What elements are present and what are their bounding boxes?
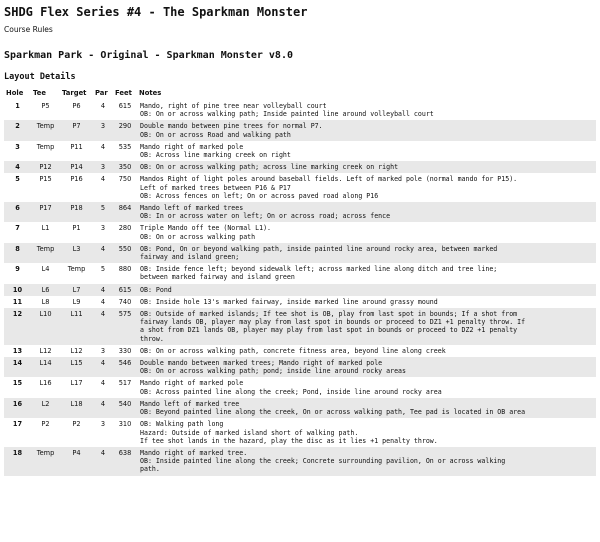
cell-hole: 3 (15, 142, 20, 151)
cell-feet: 280 (118, 224, 132, 233)
cell-target: Temp (67, 265, 86, 274)
cell-notes: OB: Inside hole 13's marked fairway, inside marked line around grassy mound (140, 297, 438, 306)
cell-feet: 880 (118, 265, 132, 274)
table-body (4, 100, 596, 476)
table-row (4, 377, 596, 397)
layout-table (4, 87, 596, 476)
cell-notes: OB: Inside fence left; beyond sidewalk left; across marked line along ditch and tree line; between marked fairway and island green (140, 265, 498, 282)
cell-target: P1 (72, 224, 81, 233)
cell-par: 4 (100, 175, 106, 184)
cell-notes: OB: Pond (137, 284, 596, 296)
cell-tee: L6 (31, 284, 60, 296)
table-row (4, 398, 596, 418)
cell-feet: 517 (118, 379, 132, 388)
cell-hole: 14 (4, 357, 31, 377)
cell-target: P6 (72, 102, 81, 110)
table-row (4, 345, 596, 357)
table-row (4, 161, 596, 173)
cell-par: 4 (93, 308, 113, 345)
table-row (4, 100, 596, 120)
col-header-notes: Notes (139, 89, 162, 97)
cell-tee: L2 (31, 398, 60, 418)
cell-tee: Temp (31, 243, 60, 263)
cell-tee: P15 (39, 175, 52, 184)
cell-hole: 1 (15, 102, 20, 110)
cell-par: 4 (100, 142, 106, 151)
cell-target: P2 (72, 420, 81, 429)
cell-tee: L12 (39, 346, 52, 355)
cell-par: 4 (100, 102, 106, 110)
cell-par: 4 (100, 379, 106, 388)
page-title: SHDG Flex Series #4 - The Sparkman Monster (4, 5, 308, 19)
cell-target: L11 (60, 308, 93, 345)
cell-feet: 310 (118, 420, 132, 429)
cell-target: L9 (72, 297, 81, 306)
cell-tee: L16 (39, 379, 52, 388)
table-row (4, 357, 596, 377)
cell-target: P18 (60, 202, 93, 222)
cell-hole: 10 (4, 284, 31, 296)
cell-hole: 13 (12, 346, 23, 355)
cell-target: L15 (60, 357, 93, 377)
cell-tee: P17 (31, 202, 60, 222)
cell-par: 4 (93, 357, 113, 377)
table-row (4, 284, 596, 296)
cell-notes: Mando left of marked tree OB: Beyond painted line along the creek, On or across walking path, Tee pad is located in OB area (137, 398, 596, 418)
cell-notes: Mando right of marked pole OB: Across painted line along the creek; Pond, inside line around rocky area (140, 379, 442, 396)
table-row (4, 447, 596, 476)
cell-feet: 546 (113, 357, 137, 377)
cell-target: L17 (70, 379, 83, 388)
cell-hole: 5 (15, 175, 20, 184)
cell-feet: 540 (113, 398, 137, 418)
table-row (4, 263, 596, 283)
table-header-row (4, 87, 596, 100)
cell-tee: L8 (41, 297, 50, 306)
table-row (4, 243, 596, 263)
cell-target: P16 (70, 175, 83, 184)
col-header-par: Par (95, 89, 108, 97)
cell-notes: OB: Walking path long Hazard: Outside of marked island short of walking path. If tee shot lands in the hazard, play the disc as it lies +1 penalty throw. (140, 420, 438, 445)
cell-target: P14 (60, 161, 93, 173)
cell-target: P11 (70, 142, 83, 151)
cell-target: L18 (60, 398, 93, 418)
cell-par: 4 (93, 284, 113, 296)
cell-par: 4 (100, 297, 106, 306)
table-row (4, 308, 596, 345)
col-header-hole: Hole (6, 89, 24, 97)
cell-target: P4 (60, 447, 93, 476)
table-row (4, 222, 596, 242)
cell-feet: 535 (118, 142, 132, 151)
cell-par: 3 (100, 420, 106, 429)
cell-hole: 15 (12, 379, 23, 388)
cell-par: 5 (100, 265, 106, 274)
cell-tee: Temp (36, 142, 55, 151)
page-subtitle: Course Rules (4, 25, 53, 34)
cell-target: L3 (60, 243, 93, 263)
cell-hole: 12 (4, 308, 31, 345)
cell-feet: 864 (113, 202, 137, 222)
cell-notes: OB: On or across walking path; across line marking creek on right (137, 161, 596, 173)
cell-target: P7 (60, 120, 93, 140)
cell-par: 3 (93, 120, 113, 140)
table-row (4, 120, 596, 140)
cell-par: 3 (93, 161, 113, 173)
cell-par: 4 (93, 447, 113, 476)
table-row (4, 418, 596, 447)
cell-par: 3 (100, 346, 106, 355)
cell-feet: 638 (113, 447, 137, 476)
table-row (4, 202, 596, 222)
cell-tee: P12 (31, 161, 60, 173)
cell-notes: OB: On or across walking path, concrete fitness area, beyond line along creek (140, 346, 446, 355)
course-heading: Sparkman Park - Original - Sparkman Monster v8.0 (4, 50, 293, 61)
cell-feet: 330 (118, 346, 132, 355)
cell-tee: L14 (31, 357, 60, 377)
cell-feet: 550 (113, 243, 137, 263)
cell-feet: 615 (118, 102, 132, 110)
table-row (4, 296, 596, 308)
cell-hole: 16 (4, 398, 31, 418)
cell-par: 5 (93, 202, 113, 222)
cell-hole: 6 (4, 202, 31, 222)
table-row (4, 141, 596, 161)
cell-hole: 2 (4, 120, 31, 140)
cell-hole: 17 (12, 420, 23, 429)
cell-feet: 575 (113, 308, 137, 345)
cell-feet: 740 (118, 297, 132, 306)
cell-notes: OB: Outside of marked islands; If tee shot is OB, play from last spot in bounds; If a shot from fairway lands OB, player may play from last spot in bounds or proceed to DZ1 +1 penalty throw. If a shot from DZ1 lands OB, player may play from last spot in bounds or proceed to DZ2 +1 penalty throw. (137, 308, 596, 345)
cell-feet: 615 (113, 284, 137, 296)
cell-par: 4 (93, 398, 113, 418)
cell-tee: P5 (41, 102, 50, 110)
cell-notes: Triple Mando off tee (Normal L1). OB: On or across walking path (140, 224, 272, 241)
cell-target: L7 (60, 284, 93, 296)
cell-par: 3 (100, 224, 106, 233)
col-header-target: Target (62, 89, 87, 97)
col-header-feet: Feet (115, 89, 132, 97)
cell-hole: 9 (15, 265, 20, 274)
cell-tee: L10 (31, 308, 60, 345)
section-heading: Layout Details (4, 72, 76, 82)
cell-feet: 750 (118, 175, 132, 184)
cell-feet: 290 (113, 120, 137, 140)
col-header-tee: Tee (33, 89, 46, 97)
cell-notes: Mando right of marked tree. OB: Inside painted line along the creek; Concrete surrounding pavilion, On or across walking path. (137, 447, 596, 476)
cell-tee: P2 (41, 420, 50, 429)
cell-target: L12 (70, 346, 83, 355)
cell-par: 4 (93, 243, 113, 263)
cell-notes: Mando left of marked trees OB: In or across water on left; On or across road; across fence (137, 202, 596, 222)
cell-tee: Temp (31, 120, 60, 140)
cell-notes: Double mando between pine trees for normal P7. OB: On or across Road and walking path (137, 120, 596, 140)
cell-tee: L4 (41, 265, 50, 274)
cell-notes: Mando, right of pine tree near volleyball court OB: On or across walking path; Inside painted line around volleyball court (140, 102, 434, 119)
cell-notes: Double mando between marked trees; Mando right of marked pole OB: On or across walking path; pond; inside line around rocky areas (137, 357, 596, 377)
cell-notes: OB: Pond, On or beyond walking path, inside painted line around rocky area, between marked fairway and island green; (137, 243, 596, 263)
cell-tee: L1 (41, 224, 50, 233)
cell-hole: 4 (4, 161, 31, 173)
cell-hole: 18 (4, 447, 31, 476)
cell-feet: 350 (113, 161, 137, 173)
cell-tee: Temp (31, 447, 60, 476)
cell-notes: Mando right of marked pole OB: Across line marking creek on right (140, 142, 291, 160)
cell-notes: Mandos Right of light poles around baseball fields. Left of marked pole (normal mando for P15). Left of marked trees between P16 & P17 OB: Across fences on left; On or across paved road along P16 (140, 175, 518, 200)
table-row (4, 173, 596, 202)
cell-hole: 7 (15, 224, 20, 233)
cell-hole: 11 (12, 297, 23, 306)
cell-hole: 8 (4, 243, 31, 263)
